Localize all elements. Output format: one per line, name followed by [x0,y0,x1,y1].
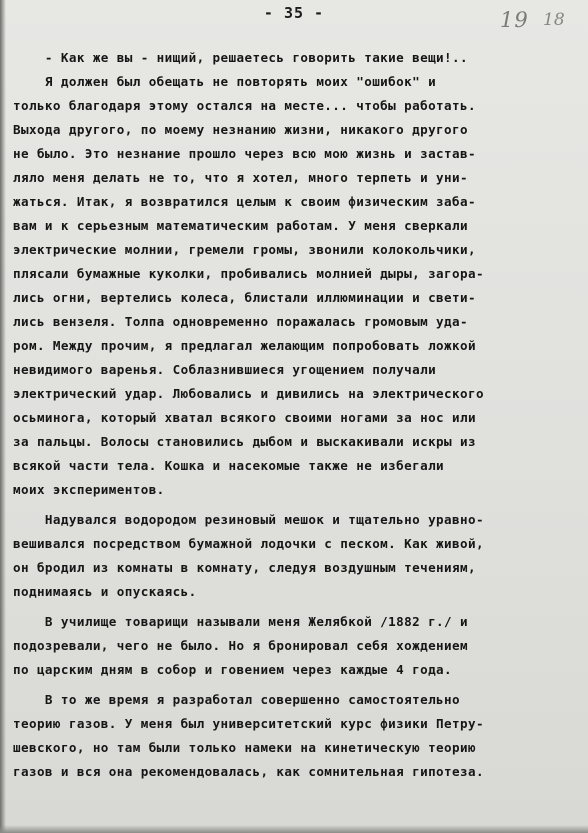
text-line: электрический удар. Любовались и дивились на электрического [13,386,484,401]
text-line: теорию газов. У меня был университетский курс физики Петру- [13,716,484,731]
typewritten-body [13,46,585,784]
text-line: невидимого варенья. Соблазнившиеся угощением получали [13,362,437,377]
text-line: по царским дням в собор и говением через каждые 4 года. [13,662,453,677]
text-line: вам и к серьезным математическим работам. У меня сверкали [13,218,468,233]
text-line: шевского, но там были только намеки на кинетическую теорию [13,740,476,755]
text-line: газов и вся она рекомендовалась, как сомнительная гипотеза. [13,764,484,779]
paragraph [13,46,585,502]
archive-handwritten-mark: 19 [500,8,529,32]
paragraph [13,688,585,784]
text-line: осьминога, который хватал всякого своими ногами за нос или [13,410,476,425]
text-line: не было. Это незнание прошло через всю мою жизнь и застав- [13,146,476,161]
archive-handwritten-mark-secondary: 18 [543,10,565,30]
text-line: Надувался водородом резиновый мешок и тщательно уравно- [13,512,484,527]
text-line: он бродил из комнаты в комнату, следуя воздушным течениям, [13,560,476,575]
text-line: только благодаря этому остался на месте... чтобы работать. [13,98,476,113]
text-line: электрические молнии, гремели громы, звонили колокольчики, [13,242,476,257]
paragraph [13,610,585,682]
text-line: В то же время я разработал совершенно самостоятельно [13,692,460,707]
text-line: за пальцы. Волосы становились дыбом и выскакивали искры из [13,434,476,449]
text-line: ляло меня делать не то, что я хотел, много терпеть и уни- [13,170,468,185]
text-line: ром. Между прочим, я предлагал желающим попробовать ложкой [13,338,476,353]
text-line: жаться. Итак, я возвратился целым к своим физическим заба- [13,194,476,209]
page-number: - 35 - [263,4,325,22]
text-line: моих экспериментов. [13,482,165,497]
text-line: лись огни, вертелись колеса, блистали иллюминации и свети- [13,290,476,305]
text-line: Я должен был обещать не повторять моих "ошибок" и [13,74,437,89]
text-line: Выхода другого, по моему незнанию жизни, никакого другого [13,122,468,137]
text-line: всякой части тела. Кошка и насекомые также не избегали [13,458,445,473]
text-line: поднимаясь и опускаясь. [13,584,197,599]
text-line: подозревали, чего не было. Но я бронировал себя хождением [13,638,468,653]
paragraph [13,508,585,604]
text-line: лись вензеля. Толпа одновременно поражалась громовым уда- [13,314,468,329]
text-line: В училище товарищи называли меня Желябкой /1882 г./ и [13,614,468,629]
text-line: - Как же вы - нищий, решаетесь говорить такие вещи!.. [13,50,468,65]
text-line: вешивался посредством бумажной лодочки с песком. Как живой, [13,536,484,551]
text-line: плясали бумажные куколки, пробивались молнией дыры, загора- [13,266,484,281]
